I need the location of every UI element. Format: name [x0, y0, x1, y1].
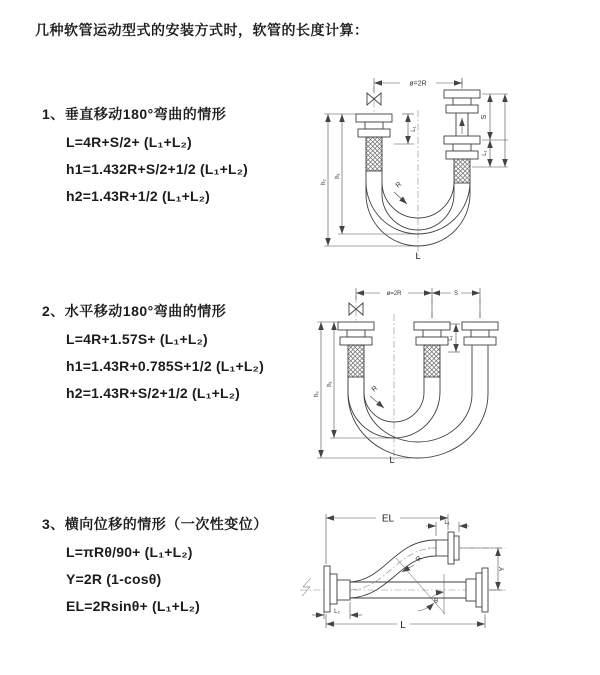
dim-label-l1: L₁ [448, 335, 454, 341]
dim-label-l2: L₂ [334, 609, 340, 615]
centerlines [356, 296, 480, 462]
section2-formula-L: L=4R+1.57S+ (L₁+L₂) [66, 331, 208, 347]
dim-label-r: R [394, 180, 404, 190]
left-pipe-fitting [338, 322, 374, 377]
diagram-lateral-displacement [298, 502, 598, 664]
left-flange-fitting [324, 566, 350, 612]
page-title: 几种软管运动型式的安装方式时，软管的长度计算： [35, 22, 369, 38]
section3-heading: 3、横向位移的情形（一次性变位） [42, 516, 268, 532]
braided-hose-section [366, 137, 382, 171]
section3-formula-Y: Y=2R (1-cosθ) [66, 571, 162, 587]
radius-callout [370, 385, 384, 408]
dim-label-l1-right: L₁ [482, 150, 488, 156]
section1-formula-h1: h1=1.432R+S/2+1/2 (L₁+L₂) [66, 161, 248, 177]
dim-label-span: ø=2R [409, 80, 427, 88]
right-pipe-fitting [444, 90, 480, 183]
dim-label-theta: θ [434, 598, 438, 605]
dim-label-h2: h₂ [314, 391, 320, 397]
braided-hose-section [454, 159, 470, 183]
dim-label-span: ø=2R [386, 291, 402, 297]
braided-hose-section [424, 345, 440, 377]
dim-label-l: L [389, 455, 395, 465]
dim-label-h1: h₁ [335, 173, 341, 179]
dim-label-r: R [414, 554, 424, 564]
section2-heading: 2、水平移动180°弯曲的情形 [42, 303, 227, 319]
dim-label-l: L [415, 251, 421, 261]
section2-formula-h2: h2=1.43R+S/2+1/2 (L₁+L₂) [66, 385, 241, 401]
dim-label-s: S [453, 291, 459, 297]
section1-heading: 1、垂直移动180°弯曲的情形 [42, 106, 227, 122]
dim-label-el: EL [381, 513, 395, 525]
left-l1-dimension [394, 114, 417, 144]
top-dimension [356, 288, 480, 318]
pipe-break-icon [302, 578, 311, 596]
hose-u-curves [348, 345, 488, 458]
top-l1-dimension [426, 520, 469, 536]
dim-label-l: L [400, 620, 406, 631]
right-pipe-fitting [462, 322, 498, 345]
dim-label-l1-left: L₁ [411, 126, 417, 132]
braided-hose-section [348, 345, 364, 377]
radius-callout [394, 181, 407, 204]
bottom-l2-dimension [312, 602, 362, 619]
radius-callout [402, 555, 424, 572]
diagram-vertical-180-bend [312, 72, 592, 262]
dim-label-y: Y [499, 566, 506, 572]
left-pipe-fitting [356, 114, 392, 171]
theta-angle [396, 558, 445, 614]
section1-formula-L: L=4R+S/2+ (L₁+L₂) [66, 134, 192, 150]
section3-formula-L: L=πRθ/90+ (L₁+L₂) [66, 544, 193, 560]
middle-pipe-fitting [414, 322, 450, 377]
dim-label-l1: L₁ [444, 520, 450, 526]
dim-label-s: S [481, 114, 488, 120]
section3-formula-EL: EL=2Rsinθ+ (L₁+L₂) [66, 598, 201, 614]
section1-formula-h2: h2=1.43R+1/2 (L₁+L₂) [66, 188, 211, 204]
section2-formula-h1: h1=1.43R+0.785S+1/2 (L₁+L₂) [66, 358, 264, 374]
right-flange-fitting [466, 568, 488, 612]
top-flange-fitting [436, 532, 459, 564]
dim-label-h1: h₁ [327, 381, 333, 387]
dim-label-r: R [370, 384, 380, 394]
diagram-horizontal-180-bend [308, 282, 588, 468]
dim-label-h2: h₂ [321, 179, 327, 185]
